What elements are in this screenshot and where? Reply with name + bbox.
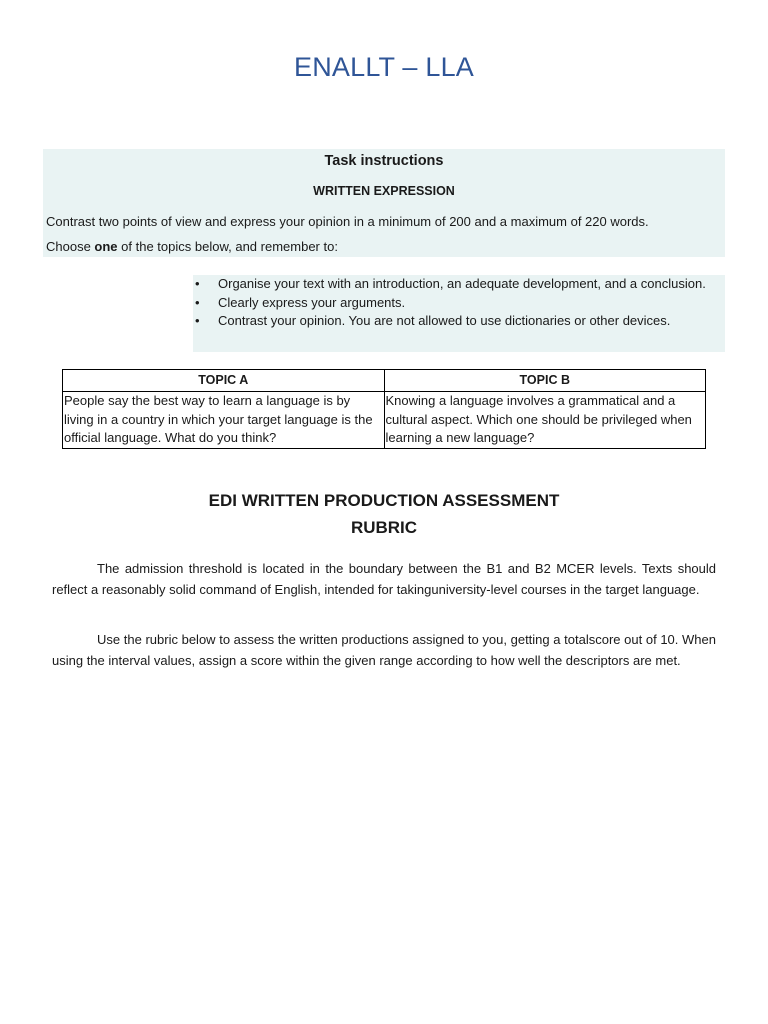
- topic-a-header: TOPIC A: [63, 370, 385, 392]
- topic-b-header: TOPIC B: [384, 370, 706, 392]
- admission-threshold-paragraph: The admission threshold is located in the boundary between the B1 and B2 MCER levels. Texts should reflect a reasonably solid command of English, intended for takinguniversity-level courses in the target language.: [52, 561, 716, 597]
- instruction-choose-topic: [46, 239, 338, 254]
- requirements-list-box: [193, 275, 725, 352]
- requirement-text: Clearly express your arguments.: [218, 294, 406, 310]
- choose-text: Choose: [46, 239, 95, 254]
- requirements-list: [193, 275, 725, 331]
- table-row: [63, 392, 706, 449]
- rubric-usage-paragraph: Use the rubric below to assess the written productions assigned to you, getting a totalscore out of 10. When using the interval values, assign a score within the given range according to how well the descriptors are met.: [52, 632, 716, 668]
- written-expression-subheading: WRITTEN EXPRESSION: [313, 184, 455, 198]
- bullet-icon: •: [195, 313, 200, 328]
- table-header-row: [63, 370, 706, 392]
- task-instructions-box: [43, 149, 725, 257]
- requirement-text: Organise your text with an introduction, an adequate development, and a conclusion.: [218, 276, 706, 291]
- bullet-icon: •: [195, 294, 200, 310]
- requirement-text: Contrast your opinion. You are not allowed to use dictionaries or other devices.: [218, 313, 671, 328]
- bullet-icon: •: [195, 276, 200, 291]
- instruction-word-count: Contrast two points of view and express your opinion in a minimum of 200 and a maximum of 220 words.: [46, 214, 649, 229]
- task-instructions-heading: Task instructions: [324, 153, 444, 169]
- requirement-item: [193, 275, 725, 294]
- document-title: ENALLT – LLA: [293, 52, 474, 82]
- assessment-title: EDI WRITTEN PRODUCTION ASSESSMENT: [208, 491, 560, 510]
- topic-a-text: People say the best way to learn a language is by living in a country in which your target language is the official language. What do you think?: [63, 392, 385, 449]
- choose-emphasis: one: [94, 239, 118, 254]
- requirement-item: [193, 294, 725, 313]
- topic-b-text: Knowing a language involves a grammatical and a cultural aspect. Which one should be privileged when learning a new language?: [384, 392, 706, 449]
- rubric-subtitle: RUBRIC: [350, 518, 418, 537]
- choose-text-rest: of the topics below, and remember to:: [117, 239, 338, 254]
- topics-table: [62, 369, 706, 449]
- requirement-item: [193, 312, 725, 331]
